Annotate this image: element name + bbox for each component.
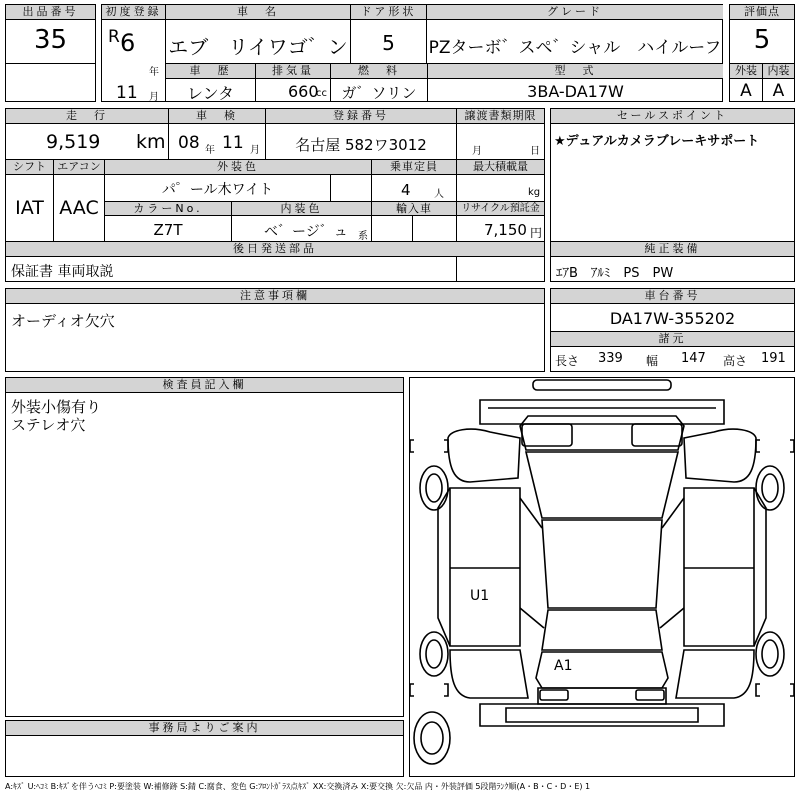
fuel-label: 燃 料 xyxy=(331,64,427,79)
lot-number: 35 xyxy=(33,25,68,55)
door-type: 5 xyxy=(382,31,395,55)
color-no-label: カラーNo. xyxy=(105,202,231,216)
history: レンタ xyxy=(187,84,234,103)
mileage-label: 走 行 xyxy=(6,109,168,124)
inspection-month-unit: 月 xyxy=(250,145,260,156)
recycle-label: リサイクル預託金 xyxy=(457,202,544,216)
displacement-label: 排気量 xyxy=(256,64,330,79)
vehicle-info-box xyxy=(101,4,723,102)
int-color: ベ゛ージ゛ュ xyxy=(264,224,348,240)
capacity-unit: 人 xyxy=(434,189,444,200)
transfer-month: 月 xyxy=(472,146,482,157)
legend: A:ｷｽﾞ U:ﾍｺﾐ B:ｷｽﾞを伴うﾍｺﾐ P:要塗装 W:補修跡 S:錆 C:腐食、変色 G:ﾌﾛﾝﾄｶﾞﾗｽ点ｷｽﾞ XX:交換済み X:要交換 欠:欠品 内・外装評価 5段階ﾗﾝｸ順(A・B・C・D・E) 1 xyxy=(5,782,591,791)
era: R xyxy=(108,27,120,47)
ext-color-label: 外装色 xyxy=(105,160,371,175)
mileage: 9,519 xyxy=(46,131,101,153)
grade: PZターボ゛スペ゛シャル ハイルーフ xyxy=(428,38,722,58)
lot-number-label: 出品番号 xyxy=(6,5,95,20)
reg-month: 11 xyxy=(116,83,138,103)
later-parts: 保証書 車両取説 xyxy=(11,264,114,280)
chassis-box xyxy=(550,288,795,372)
int-color-label: 内装色 xyxy=(232,202,371,216)
ac-label: エアコン xyxy=(54,160,104,175)
car-name-label: 車 名 xyxy=(166,5,350,20)
inspection-month: 11 xyxy=(222,133,244,153)
model-code: 3BA-DA17W xyxy=(527,82,624,101)
ext-color: パ゜ール木ワイト xyxy=(161,182,274,198)
import-label: 輸入車 xyxy=(372,202,456,216)
selling-point: ★デュアルカメラブレーキサポート xyxy=(554,134,760,149)
year-unit: 年 xyxy=(149,67,159,78)
damage-mark-a1: A1 xyxy=(554,658,573,674)
plate-number: 名古屋 582ワ3012 xyxy=(295,136,427,154)
genuine-equipment: ｴｱB ｱﾙﾐ PS PW xyxy=(556,266,674,281)
plate-label: 登録番号 xyxy=(266,109,456,124)
car-diagram xyxy=(409,377,795,777)
width-label: 幅 xyxy=(646,354,659,368)
height-label: 高さ xyxy=(723,354,748,368)
length-label: 長さ xyxy=(555,354,580,368)
history-label: 車 歴 xyxy=(166,64,255,79)
recycle-unit: 円 xyxy=(530,226,543,240)
interior-grade: A xyxy=(772,81,785,101)
length: 339 xyxy=(598,351,623,366)
shift: IAT xyxy=(15,197,44,219)
inspector-line-2: ステレオ穴 xyxy=(11,416,86,434)
car-diagram-svg xyxy=(410,378,794,776)
max-load-unit: kg xyxy=(528,187,541,198)
dimensions-label: 諸元 xyxy=(551,332,794,347)
fuel: ガ゛ソリン xyxy=(341,84,417,102)
chassis-number: DA17W-355202 xyxy=(609,309,736,328)
displacement: 660 xyxy=(288,82,319,101)
max-load-label: 最大積載量 xyxy=(457,160,544,175)
first-reg-label: 初度登録 xyxy=(102,5,165,20)
car-name: エブ リイワゴ゛ン xyxy=(168,35,348,59)
capacity: 4 xyxy=(401,181,411,199)
exterior-grade-label: 外装 xyxy=(730,64,762,79)
score-box xyxy=(729,4,795,102)
int-color-suffix: 系 xyxy=(358,231,368,242)
lot-number-box xyxy=(5,4,96,102)
exterior-grade: A xyxy=(740,81,752,101)
interior-grade-label: 内装 xyxy=(763,64,794,79)
shift-label: シフト xyxy=(6,160,53,175)
inspection-year: 08 xyxy=(178,133,200,153)
month-unit: 月 xyxy=(149,92,159,103)
capacity-label: 乗車定員 xyxy=(372,160,456,175)
inspector-line-1: 外装小傷有り xyxy=(11,398,102,416)
damage-mark-u1: U1 xyxy=(470,588,490,604)
inspection-year-unit: 年 xyxy=(205,145,215,156)
color-number: Z7T xyxy=(153,221,183,239)
width: 147 xyxy=(681,351,706,366)
transfer-day: 日 xyxy=(530,146,540,157)
height: 191 xyxy=(761,351,786,366)
selling-point-box xyxy=(550,108,795,282)
inspector-label: 検査員記入欄 xyxy=(6,378,403,393)
selling-point-label: セールスポイント xyxy=(551,109,794,124)
air-conditioner: AAC xyxy=(59,197,99,219)
notes-box xyxy=(5,288,545,372)
score-label: 評価点 xyxy=(730,5,794,20)
notes: オーディオ欠穴 xyxy=(11,312,115,330)
displacement-unit: cc xyxy=(316,88,327,99)
chassis-label: 車台番号 xyxy=(551,289,794,304)
mileage-unit: km xyxy=(136,131,166,153)
inspector-box xyxy=(5,377,404,717)
office-label: 事務局よりご案内 xyxy=(6,721,403,736)
grade-label: グレード xyxy=(427,5,723,20)
inspection-label: 車 検 xyxy=(169,109,265,124)
model-label: 型 式 xyxy=(428,64,723,79)
reg-year: 6 xyxy=(120,29,136,57)
office-box xyxy=(5,720,404,777)
score: 5 xyxy=(753,25,771,55)
recycle-fee: 7,150 xyxy=(484,221,527,239)
specs-box xyxy=(5,108,545,282)
later-parts-label: 後日発送部品 xyxy=(6,242,544,257)
genuine-equipment-label: 純正装備 xyxy=(551,242,794,257)
transfer-label: 譲渡書類期限 xyxy=(457,109,544,124)
door-label: ドア形状 xyxy=(351,5,426,20)
notes-label: 注意事項欄 xyxy=(6,289,544,304)
